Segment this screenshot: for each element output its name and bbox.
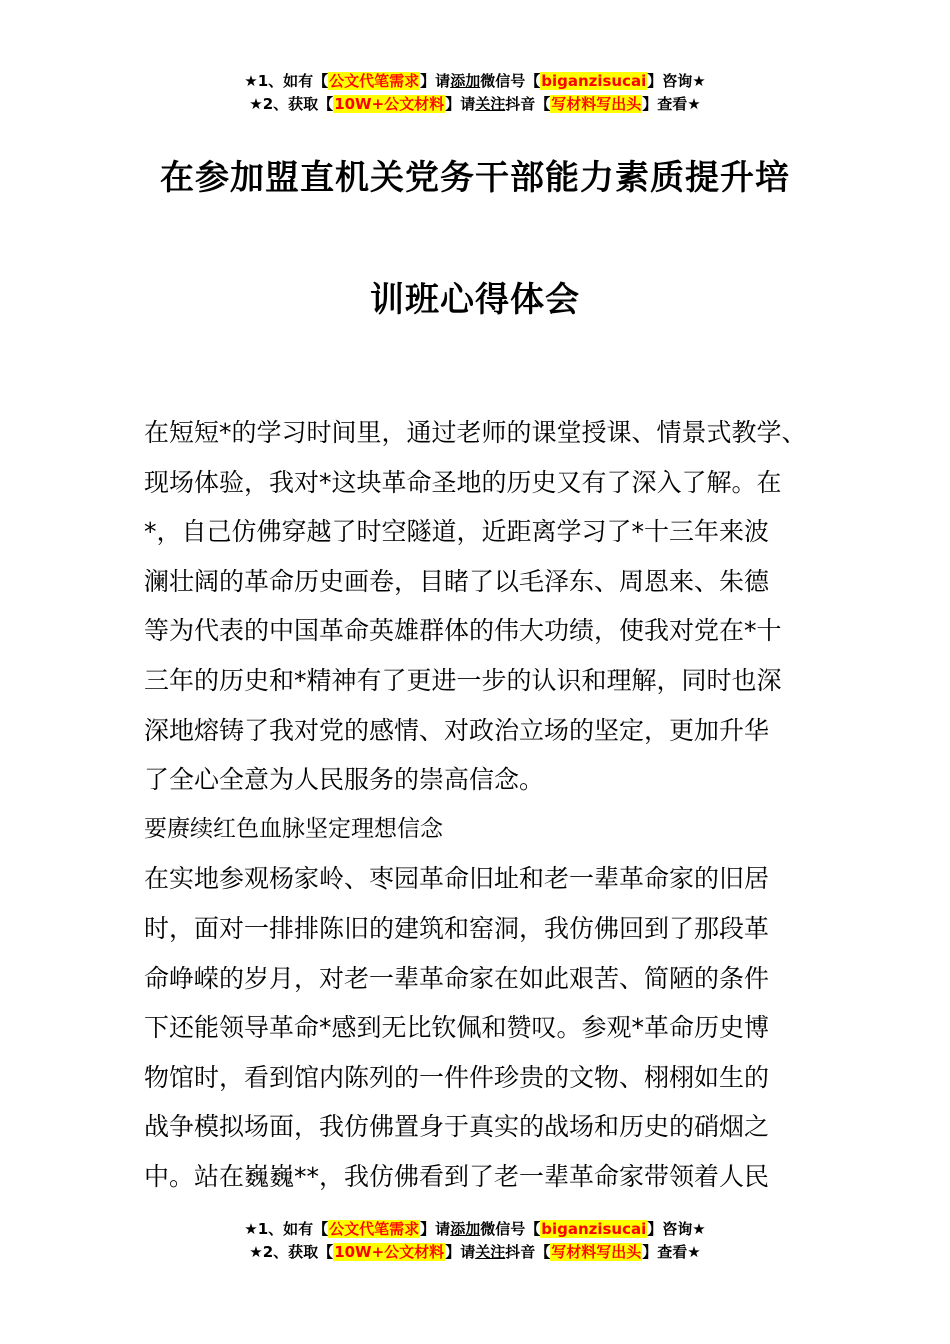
banner-text: 】查看★ — [642, 95, 701, 113]
banner-highlight: 写材料写出头 — [551, 95, 642, 113]
banner-highlight: 公文代笔需求 — [329, 72, 420, 90]
section-heading: 要赓续红色血脉坚定理想信念 — [144, 815, 443, 842]
banner-text: 微信号【 — [480, 72, 541, 90]
body-line: 在短短*的学习时间里，通过老师的课堂授课、情景式教学、 — [144, 418, 807, 447]
body-line: *，自己仿佛穿越了时空隧道，近距离学习了*十三年来波 — [144, 517, 770, 547]
banner-text: 】咨询★ — [647, 1220, 706, 1238]
banner-highlight: 10W+公文材料 — [334, 95, 445, 113]
document-title-line-1: 在参加盟直机关党务干部能力素质提升培 — [160, 158, 790, 198]
banner-highlight: biganzisucai — [541, 72, 647, 90]
body-line: 澜壮阔的革命历史画卷，目睹了以毛泽东、周恩来、朱德 — [144, 566, 770, 596]
body-line: 时，面对一排排陈旧的建筑和窑洞，我仿佛回到了那段革 — [144, 913, 770, 943]
banner-underline: 添加 — [450, 1220, 481, 1238]
banner-text: 抖音【 — [505, 1243, 551, 1261]
banner-text: ★1、如有【 — [244, 72, 329, 90]
banner-highlight: 10W+公文材料 — [334, 1243, 445, 1261]
banner-line-2 — [0, 93, 950, 116]
footer-banner — [0, 1218, 950, 1264]
banner-text: 】请 — [420, 1220, 451, 1238]
body-line: 物馆时，看到馆内陈列的一件件珍贵的文物、栩栩如生的 — [144, 1062, 770, 1092]
banner-underline: 关注 — [475, 1243, 506, 1261]
banner-text: 微信号【 — [480, 1220, 541, 1238]
banner-text: ★1、如有【 — [244, 1220, 329, 1238]
body-line: 下还能领导革命*感到无比钦佩和赞叹。参观*革命历史博 — [144, 1013, 770, 1043]
banner-line-2 — [0, 1241, 950, 1264]
document-body — [144, 408, 824, 1202]
body-line: 战争模拟场面，我仿佛置身于真实的战场和历史的硝烟之 — [144, 1112, 770, 1142]
banner-text: 】请 — [445, 1243, 476, 1261]
body-line: 在实地参观杨家岭、枣园革命旧址和老一辈革命家的旧居 — [144, 864, 770, 894]
banner-text: 】请 — [445, 95, 476, 113]
banner-text: 】查看★ — [642, 1243, 701, 1261]
body-line: 等为代表的中国革命英雄群体的伟大功绩，使我对党在*十 — [144, 616, 782, 646]
banner-text: 】咨询★ — [647, 72, 706, 90]
body-line: 深地熔铸了我对党的感情、对政治立场的坚定，更加升华 — [144, 715, 770, 745]
banner-highlight: biganzisucai — [541, 1220, 647, 1238]
body-line: 三年的历史和*精神有了更进一步的认识和理解，同时也深 — [144, 665, 782, 695]
banner-text: 抖音【 — [505, 95, 551, 113]
body-line: 中。站在巍巍**，我仿佛看到了老一辈革命家带领着人民 — [144, 1161, 770, 1191]
body-line: 了全心全意为人民服务的崇高信念。 — [144, 765, 545, 795]
banner-highlight: 公文代笔需求 — [329, 1220, 420, 1238]
banner-line-1 — [0, 1218, 950, 1241]
document-title-line-2: 训班心得体会 — [370, 280, 580, 320]
banner-highlight: 写材料写出头 — [551, 1243, 642, 1261]
banner-underline: 添加 — [450, 72, 481, 90]
banner-text: 】请 — [420, 72, 451, 90]
banner-text: ★2、获取【 — [249, 95, 334, 113]
banner-text: ★2、获取【 — [249, 1243, 334, 1261]
body-line: 命峥嵘的岁月，对老一辈革命家在如此艰苦、简陋的条件 — [144, 963, 770, 993]
body-line: 现场体验，我对*这块革命圣地的历史又有了深入了解。在 — [144, 467, 782, 497]
header-banner — [0, 70, 950, 116]
banner-line-1 — [0, 70, 950, 93]
banner-underline: 关注 — [475, 95, 506, 113]
